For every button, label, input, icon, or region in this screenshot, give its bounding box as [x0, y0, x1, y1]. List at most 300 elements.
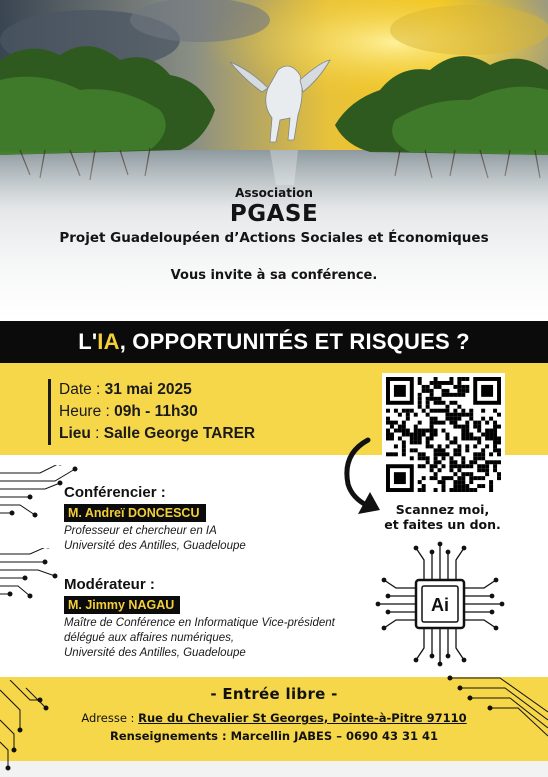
qr-module	[469, 464, 473, 468]
qr-module	[418, 436, 422, 440]
qr-module	[445, 381, 449, 385]
qr-module	[414, 440, 418, 444]
qr-module	[465, 389, 469, 393]
qr-module	[457, 405, 461, 409]
qr-module	[390, 425, 394, 429]
qr-module	[461, 385, 465, 389]
qr-module	[493, 440, 497, 444]
qr-module	[434, 472, 438, 476]
qr-module	[465, 413, 469, 417]
qr-module	[489, 436, 493, 440]
qr-module	[414, 413, 418, 417]
qr-module	[418, 480, 422, 484]
donation-qr-code[interactable]	[382, 373, 505, 496]
qr-module	[449, 417, 453, 421]
qr-module	[445, 393, 449, 397]
qr-module	[414, 425, 418, 429]
qr-module	[485, 421, 489, 425]
qr-module	[465, 436, 469, 440]
qr-module	[406, 409, 410, 413]
speaker-section	[64, 484, 364, 553]
qr-module	[442, 389, 446, 393]
qr-module	[477, 425, 481, 429]
qr-module	[434, 409, 438, 413]
qr-module	[489, 429, 493, 433]
qr-module	[473, 456, 477, 460]
qr-module	[449, 440, 453, 444]
qr-module	[410, 448, 414, 452]
qr-module	[422, 456, 426, 460]
qr-module	[477, 456, 481, 460]
qr-module	[493, 409, 497, 413]
speaker-title: Professeur et chercheur en IA	[64, 525, 217, 537]
qr-module	[445, 413, 449, 417]
qr-module	[449, 377, 453, 381]
qr-module	[414, 436, 418, 440]
qr-module	[465, 464, 469, 468]
qr-module	[414, 448, 418, 452]
qr-module	[449, 456, 453, 460]
qr-module	[386, 409, 390, 413]
qr-module	[497, 425, 501, 429]
qr-module	[430, 389, 434, 393]
qr-module	[477, 421, 481, 425]
qr-module	[402, 425, 406, 429]
qr-module	[461, 413, 465, 417]
qr-module	[418, 421, 422, 425]
qr-module	[473, 421, 477, 425]
qr-module	[457, 393, 461, 397]
qr-module	[457, 389, 461, 393]
qr-module	[442, 456, 446, 460]
qr-module	[469, 413, 473, 417]
qr-module	[453, 417, 457, 421]
qr-module	[489, 480, 493, 484]
qr-module	[402, 444, 406, 448]
qr-module	[406, 433, 410, 437]
qr-module	[449, 464, 453, 468]
moderator-affiliation: Université des Antilles, Guadeloupe	[64, 647, 246, 659]
qr-module	[410, 409, 414, 413]
qr-module	[465, 484, 469, 488]
qr-module	[481, 409, 485, 413]
qr-module	[418, 440, 422, 444]
qr-module	[442, 476, 446, 480]
qr-module	[485, 444, 489, 448]
qr-module	[422, 484, 426, 488]
qr-module	[442, 448, 446, 452]
qr-module	[461, 436, 465, 440]
qr-module	[418, 405, 422, 409]
qr-module	[481, 484, 485, 488]
qr-module	[473, 460, 477, 464]
qr-module	[442, 381, 446, 385]
qr-module	[442, 480, 446, 484]
qr-module	[453, 484, 457, 488]
qr-module	[489, 488, 493, 492]
qr-module	[398, 425, 402, 429]
qr-module	[457, 377, 461, 381]
qr-module	[497, 476, 501, 480]
qr-module	[426, 413, 430, 417]
qr-module	[426, 444, 430, 448]
qr-module	[461, 484, 465, 488]
qr-module	[430, 433, 434, 437]
qr-module	[473, 436, 477, 440]
qr-module	[402, 448, 406, 452]
qr-module	[461, 409, 465, 413]
qr-module	[485, 460, 489, 464]
qr-module	[430, 476, 434, 480]
circuit-decoration-footer-left	[0, 680, 70, 775]
qr-module	[434, 385, 438, 389]
address-value[interactable]: Rue du Chevalier St Georges, Pointe-à-Pitre 97110	[138, 711, 467, 725]
qr-module	[398, 429, 402, 433]
qr-module	[390, 436, 394, 440]
qr-module	[493, 436, 497, 440]
qr-module	[461, 476, 465, 480]
title-highlight: IA	[97, 329, 120, 354]
event-date: Date : 31 mai 2025	[59, 381, 192, 398]
qr-module	[422, 385, 426, 389]
qr-module	[497, 436, 501, 440]
qr-module	[449, 393, 453, 397]
ai-chip-icon	[372, 540, 512, 670]
qr-module	[481, 464, 485, 468]
qr-module	[426, 460, 430, 464]
qr-module	[418, 393, 422, 397]
qr-module	[457, 480, 461, 484]
qr-module	[442, 464, 446, 468]
qr-module	[445, 409, 449, 413]
moderator-name: M. Jimmy NAGAU	[64, 596, 180, 614]
qr-module	[453, 385, 457, 389]
qr-module	[406, 417, 410, 421]
event-details	[48, 379, 255, 445]
qr-module	[485, 472, 489, 476]
qr-module	[461, 377, 465, 381]
qr-module	[457, 444, 461, 448]
qr-module	[386, 417, 390, 421]
qr-module	[390, 433, 394, 437]
qr-module	[481, 417, 485, 421]
qr-module	[461, 433, 465, 437]
qr-module	[477, 452, 481, 456]
qr-module	[461, 389, 465, 393]
qr-module	[422, 429, 426, 433]
title-prefix: L'	[78, 329, 98, 354]
qr-module	[445, 405, 449, 409]
qr-module	[481, 456, 485, 460]
qr-module	[426, 397, 430, 401]
qr-module	[430, 444, 434, 448]
qr-module	[453, 480, 457, 484]
qr-module	[434, 456, 438, 460]
qr-module	[430, 464, 434, 468]
qr-module	[422, 409, 426, 413]
contact-value: Marcellin JABES – 0690 43 31 41	[230, 729, 438, 743]
qr-module	[461, 460, 465, 464]
event-time: Heure : 09h - 11h30	[59, 403, 198, 420]
qr-module	[438, 381, 442, 385]
qr-module	[453, 452, 457, 456]
qr-module	[489, 417, 493, 421]
qr-module	[422, 433, 426, 437]
qr-module	[422, 389, 426, 393]
address-label: Adresse :	[81, 711, 135, 725]
qr-module	[434, 421, 438, 425]
qr-module	[461, 472, 465, 476]
conference-title	[78, 329, 470, 354]
qr-module	[445, 389, 449, 393]
title-rest: , OPPORTUNITÉS ET RISQUES ?	[119, 329, 470, 354]
qr-module	[465, 429, 469, 433]
qr-module	[449, 488, 453, 492]
qr-module	[449, 421, 453, 425]
qr-module	[453, 440, 457, 444]
qr-module	[434, 401, 438, 405]
qr-module	[406, 429, 410, 433]
qr-module	[465, 421, 469, 425]
qr-module	[493, 464, 497, 468]
qr-module	[457, 484, 461, 488]
qr-module	[438, 421, 442, 425]
qr-module	[489, 484, 493, 488]
qr-module	[426, 385, 430, 389]
qr-module	[457, 385, 461, 389]
qr-module	[477, 440, 481, 444]
qr-module	[497, 460, 501, 464]
qr-module	[457, 381, 461, 385]
qr-module	[410, 440, 414, 444]
qr-module	[489, 460, 493, 464]
qr-module	[426, 456, 430, 460]
qr-module	[398, 436, 402, 440]
qr-module	[390, 421, 394, 425]
qr-module	[489, 433, 493, 437]
qr-module	[453, 448, 457, 452]
qr-module	[453, 472, 457, 476]
qr-module	[461, 480, 465, 484]
qr-module	[453, 401, 457, 405]
qr-module	[434, 433, 438, 437]
qr-module	[430, 409, 434, 413]
qr-finder-pattern	[481, 385, 493, 397]
qr-module	[442, 409, 446, 413]
qr-module	[449, 401, 453, 405]
qr-module	[453, 464, 457, 468]
qr-module	[449, 413, 453, 417]
qr-module	[410, 456, 414, 460]
qr-module	[418, 401, 422, 405]
qr-module	[445, 444, 449, 448]
qr-module	[418, 456, 422, 460]
qr-module	[442, 429, 446, 433]
qr-module	[430, 381, 434, 385]
donation-caption-line1: Scannez moi,	[395, 502, 490, 517]
qr-module	[430, 421, 434, 425]
qr-module	[457, 417, 461, 421]
qr-module	[434, 460, 438, 464]
qr-module	[469, 460, 473, 464]
qr-module	[485, 436, 489, 440]
qr-module	[434, 397, 438, 401]
qr-module	[497, 472, 501, 476]
date-label: Date	[59, 381, 92, 398]
qr-module	[453, 409, 457, 413]
qr-module	[422, 464, 426, 468]
qr-module	[473, 488, 477, 492]
qr-module	[481, 452, 485, 456]
qr-module	[485, 464, 489, 468]
speaker-affiliation: Université des Antilles, Guadeloupe	[64, 540, 246, 552]
qr-module	[422, 476, 426, 480]
association-label: Association	[235, 186, 313, 200]
qr-module	[457, 476, 461, 480]
qr-module	[398, 413, 402, 417]
qr-module	[465, 385, 469, 389]
qr-module	[489, 452, 493, 456]
qr-module	[434, 381, 438, 385]
qr-module	[493, 448, 497, 452]
qr-module	[434, 417, 438, 421]
qr-module	[481, 433, 485, 437]
qr-module	[430, 429, 434, 433]
qr-module	[430, 393, 434, 397]
qr-module	[434, 448, 438, 452]
hero-banner	[0, 0, 548, 320]
association-acronym: PGASE	[229, 201, 319, 227]
qr-module	[418, 429, 422, 433]
ai-chip-label: Ai	[431, 595, 449, 615]
qr-module	[493, 421, 497, 425]
qr-module	[497, 440, 501, 444]
qr-module	[422, 452, 426, 456]
qr-module	[442, 421, 446, 425]
qr-finder-pattern	[394, 472, 406, 484]
qr-module	[445, 433, 449, 437]
qr-module	[453, 393, 457, 397]
qr-module	[469, 480, 473, 484]
qr-module	[394, 452, 398, 456]
qr-module	[394, 429, 398, 433]
qr-module	[461, 393, 465, 397]
time-label: Heure	[59, 403, 102, 420]
qr-finder-pattern	[394, 385, 406, 397]
qr-module	[426, 429, 430, 433]
qr-module	[473, 452, 477, 456]
qr-module	[465, 433, 469, 437]
qr-module	[434, 452, 438, 456]
qr-module	[461, 488, 465, 492]
qr-module	[434, 476, 438, 480]
qr-module	[469, 433, 473, 437]
qr-module	[493, 433, 497, 437]
qr-module	[402, 440, 406, 444]
qr-module	[477, 468, 481, 472]
qr-module	[442, 401, 446, 405]
qr-module	[422, 488, 426, 492]
bottom-strip	[0, 761, 548, 777]
qr-module	[445, 417, 449, 421]
moderator-role: Modérateur :	[64, 576, 155, 593]
qr-module	[497, 413, 501, 417]
invitation-text: Vous invite à sa conférence.	[170, 268, 378, 283]
qr-module	[438, 460, 442, 464]
qr-module	[386, 429, 390, 433]
qr-module	[426, 401, 430, 405]
qr-module	[434, 488, 438, 492]
qr-module	[473, 476, 477, 480]
qr-module	[497, 448, 501, 452]
qr-module	[469, 472, 473, 476]
qr-module	[394, 409, 398, 413]
date-value: 31 mai 2025	[104, 381, 192, 398]
qr-module	[442, 452, 446, 456]
qr-module	[410, 433, 414, 437]
moderator-title: Maître de Conférence en Informatique Vice-président	[64, 617, 335, 629]
qr-module	[457, 425, 461, 429]
qr-module	[418, 464, 422, 468]
moderator-title-cont: délégué aux affaires numériques,	[64, 632, 235, 644]
qr-module	[449, 460, 453, 464]
qr-module	[465, 444, 469, 448]
qr-module	[426, 389, 430, 393]
association-block	[0, 186, 548, 284]
qr-module	[426, 405, 430, 409]
qr-module	[390, 452, 394, 456]
qr-module	[430, 425, 434, 429]
contact-label: Renseignements :	[110, 729, 227, 743]
qr-module	[481, 468, 485, 472]
qr-module	[493, 425, 497, 429]
qr-module	[493, 460, 497, 464]
qr-module	[418, 381, 422, 385]
time-value: 09h - 11h30	[114, 403, 198, 420]
association-full-name: Projet Guadeloupéen d’Actions Sociales et Économiques	[59, 230, 489, 246]
qr-module	[442, 393, 446, 397]
qr-module	[453, 460, 457, 464]
qr-module	[426, 440, 430, 444]
qr-module	[418, 377, 422, 381]
qr-module	[465, 377, 469, 381]
qr-module	[414, 429, 418, 433]
qr-module	[434, 429, 438, 433]
conference-title-band	[0, 321, 548, 363]
qr-module	[473, 425, 477, 429]
qr-module	[430, 468, 434, 472]
qr-module	[461, 429, 465, 433]
qr-module	[442, 484, 446, 488]
qr-module	[418, 452, 422, 456]
qr-module	[461, 456, 465, 460]
qr-module	[386, 421, 390, 425]
qr-module	[445, 476, 449, 480]
free-entry: - Entrée libre -	[210, 685, 338, 703]
qr-module	[453, 488, 457, 492]
qr-module	[453, 413, 457, 417]
qr-module	[477, 436, 481, 440]
qr-module	[445, 452, 449, 456]
qr-module	[473, 444, 477, 448]
qr-module	[457, 452, 461, 456]
qr-module	[414, 433, 418, 437]
qr-module	[485, 433, 489, 437]
qr-module	[438, 401, 442, 405]
qr-module	[402, 421, 406, 425]
qr-module	[438, 480, 442, 484]
qr-module	[402, 429, 406, 433]
